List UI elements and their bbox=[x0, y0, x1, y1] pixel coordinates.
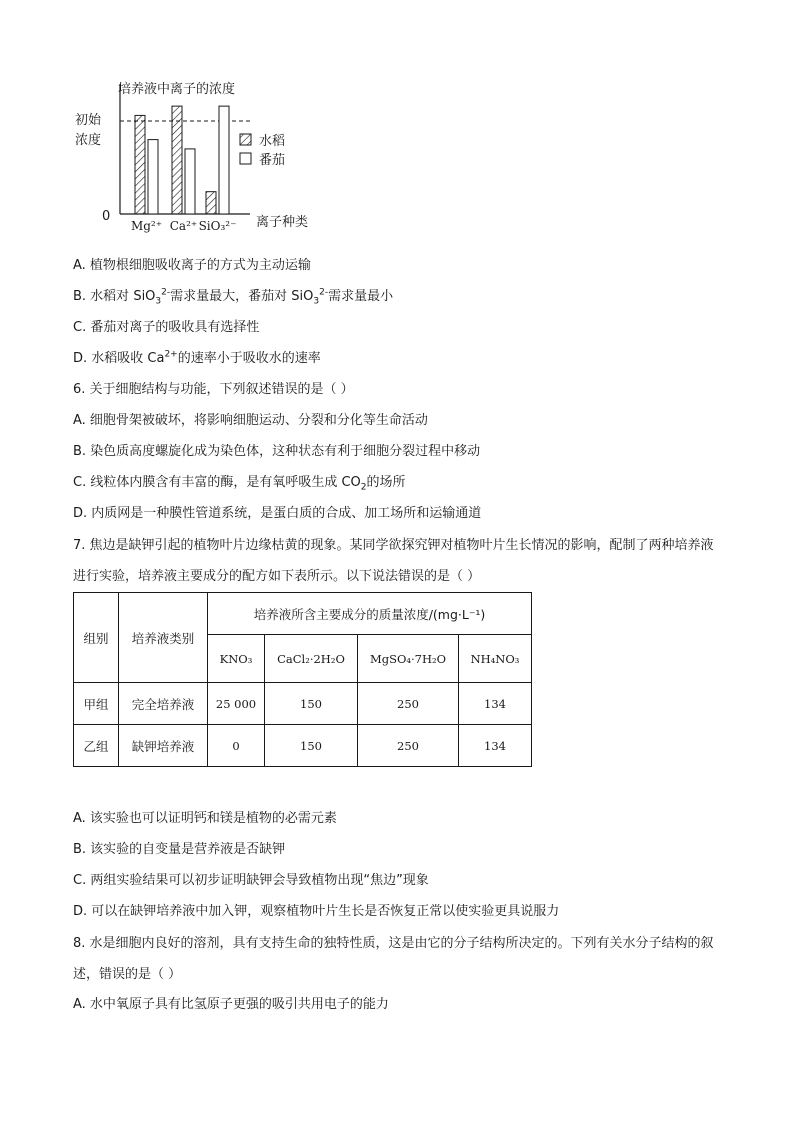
table-cell-value: 250 bbox=[358, 683, 459, 725]
legend-swatch-tomato bbox=[240, 153, 251, 164]
q7-option-d: D. 可以在缺钾培养液中加入钾，观察植物叶片生长是否恢复正常以使实验更具说服力 bbox=[73, 904, 560, 919]
q6-option-c-text-post: 的场所 bbox=[366, 475, 406, 490]
y-axis-initial-label-2: 浓度 bbox=[75, 133, 102, 148]
table-cell-value: 150 bbox=[265, 683, 358, 725]
q5-option-d-text: D. 水稻吸收 Ca bbox=[73, 351, 165, 366]
subscript: 3 bbox=[313, 296, 320, 307]
y-axis-zero-label: 0 bbox=[102, 209, 111, 224]
table-cell-type: 缺钾培养液 bbox=[119, 725, 208, 767]
table-col-header: MgSO₄·7H₂O bbox=[358, 635, 459, 683]
q6-stem: 6. 关于细胞结构与功能，下列叙述错误的是（ ） bbox=[73, 382, 354, 397]
table-cell-value: 25 000 bbox=[208, 683, 265, 725]
legend-swatch-rice bbox=[240, 134, 251, 145]
table-cell-value: 134 bbox=[459, 683, 532, 725]
q5-option-b-text-post: 需求量最小 bbox=[328, 289, 394, 304]
bar-rice-2 bbox=[206, 192, 216, 214]
chart-legend bbox=[240, 133, 285, 168]
ion-concentration-chart bbox=[70, 74, 330, 244]
q5-option-d bbox=[73, 351, 321, 367]
table-col-header: KNO₃ bbox=[208, 635, 265, 683]
q5-option-b bbox=[73, 289, 393, 305]
q7-stem: 7. 焦边是缺钾引起的植物叶片边缘枯黄的现象。某同学欲探究钾对植物叶片生长情况的影响，配制了两种培养液进行实验，培养液主要成分的配方如下表所示。以下说法错误的是（ ） bbox=[73, 538, 714, 584]
table-cell-value: 150 bbox=[265, 725, 358, 767]
table-cell-group: 乙组 bbox=[74, 725, 119, 767]
table-cell-value: 250 bbox=[358, 725, 459, 767]
chart-title: 培养液中离子的浓度 bbox=[118, 82, 236, 97]
table-cell-value: 0 bbox=[208, 725, 265, 767]
table-header-group: 组别 bbox=[74, 593, 119, 683]
q7-option-c: C. 两组实验结果可以初步证明缺钾会导致植物出现“焦边”现象 bbox=[73, 873, 429, 888]
q6-option-c bbox=[73, 475, 406, 491]
superscript: 2- bbox=[319, 287, 329, 298]
q5-option-c: C. 番茄对离子的吸收具有选择性 bbox=[73, 320, 260, 335]
table-header-type: 培养液类别 bbox=[119, 593, 208, 683]
table-col-header: NH₄NO₃ bbox=[459, 635, 532, 683]
table-cell-value: 134 bbox=[459, 725, 532, 767]
table-col-header: CaCl₂·2H₂O bbox=[265, 635, 358, 683]
bar-tomato-2 bbox=[219, 106, 229, 214]
subscript: 3 bbox=[155, 296, 162, 307]
q7-option-b: B. 该实验的自变量是营养液是否缺钾 bbox=[73, 842, 286, 857]
nutrient-table bbox=[73, 592, 532, 767]
legend-label-rice: 水稻 bbox=[259, 134, 286, 149]
q8-option-a: A. 水中氧原子具有比氢原子更强的吸引共用电子的能力 bbox=[73, 997, 389, 1012]
q6-option-a: A. 细胞骨架被破坏，将影响细胞运动、分裂和分化等生命活动 bbox=[73, 413, 428, 428]
superscript: 2- bbox=[161, 287, 171, 298]
table-cell-group: 甲组 bbox=[74, 683, 119, 725]
x-tick-label: SiO₃²⁻ bbox=[198, 219, 237, 233]
q6-option-d: D. 内质网是一种膜性管道系统，是蛋白质的合成、加工场所和运输通道 bbox=[73, 506, 482, 521]
legend-label-tomato: 番茄 bbox=[259, 153, 286, 168]
subscript: 2 bbox=[360, 482, 367, 493]
bar-rice-0 bbox=[135, 115, 145, 214]
table-header-concentration: 培养液所含主要成分的质量浓度/(mg·L⁻¹) bbox=[208, 593, 532, 635]
table-row bbox=[74, 683, 532, 725]
q8-stem: 8. 水是细胞内良好的溶剂，具有支持生命的独特性质，这是由它的分子结构所决定的。下列有关水分子结构的叙述，错误的是（ ） bbox=[73, 936, 714, 982]
q7-option-a: A. 该实验也可以证明钙和镁是植物的必需元素 bbox=[73, 811, 337, 826]
x-axis-label: 离子种类 bbox=[256, 215, 309, 230]
bar-tomato-0 bbox=[148, 140, 158, 214]
bar-rice-1 bbox=[172, 106, 182, 214]
q6-option-c-text: C. 线粒体内膜含有丰富的酶，是有氧呼吸生成 CO bbox=[73, 475, 361, 490]
superscript: 2+ bbox=[164, 349, 178, 360]
x-tick-label: Ca²⁺ bbox=[169, 219, 198, 233]
q6-option-b: B. 染色质高度螺旋化成为染色体，这种状态有利于细胞分裂过程中移动 bbox=[73, 444, 481, 459]
q5-option-b-text-mid: 需求量最大，番茄对 SiO bbox=[170, 289, 314, 304]
table-cell-type: 完全培养液 bbox=[119, 683, 208, 725]
bar-tomato-1 bbox=[185, 149, 195, 214]
q5-option-a: A. 植物根细胞吸收离子的方式为主动运输 bbox=[73, 258, 311, 273]
q5-option-b-text: B. 水稻对 SiO bbox=[73, 289, 156, 304]
table-row bbox=[74, 725, 532, 767]
x-tick-label: Mg²⁺ bbox=[130, 219, 163, 233]
q5-option-d-text-post: 的速率小于吸收水的速率 bbox=[177, 351, 321, 366]
y-axis-initial-label-1: 初始 bbox=[75, 113, 102, 128]
